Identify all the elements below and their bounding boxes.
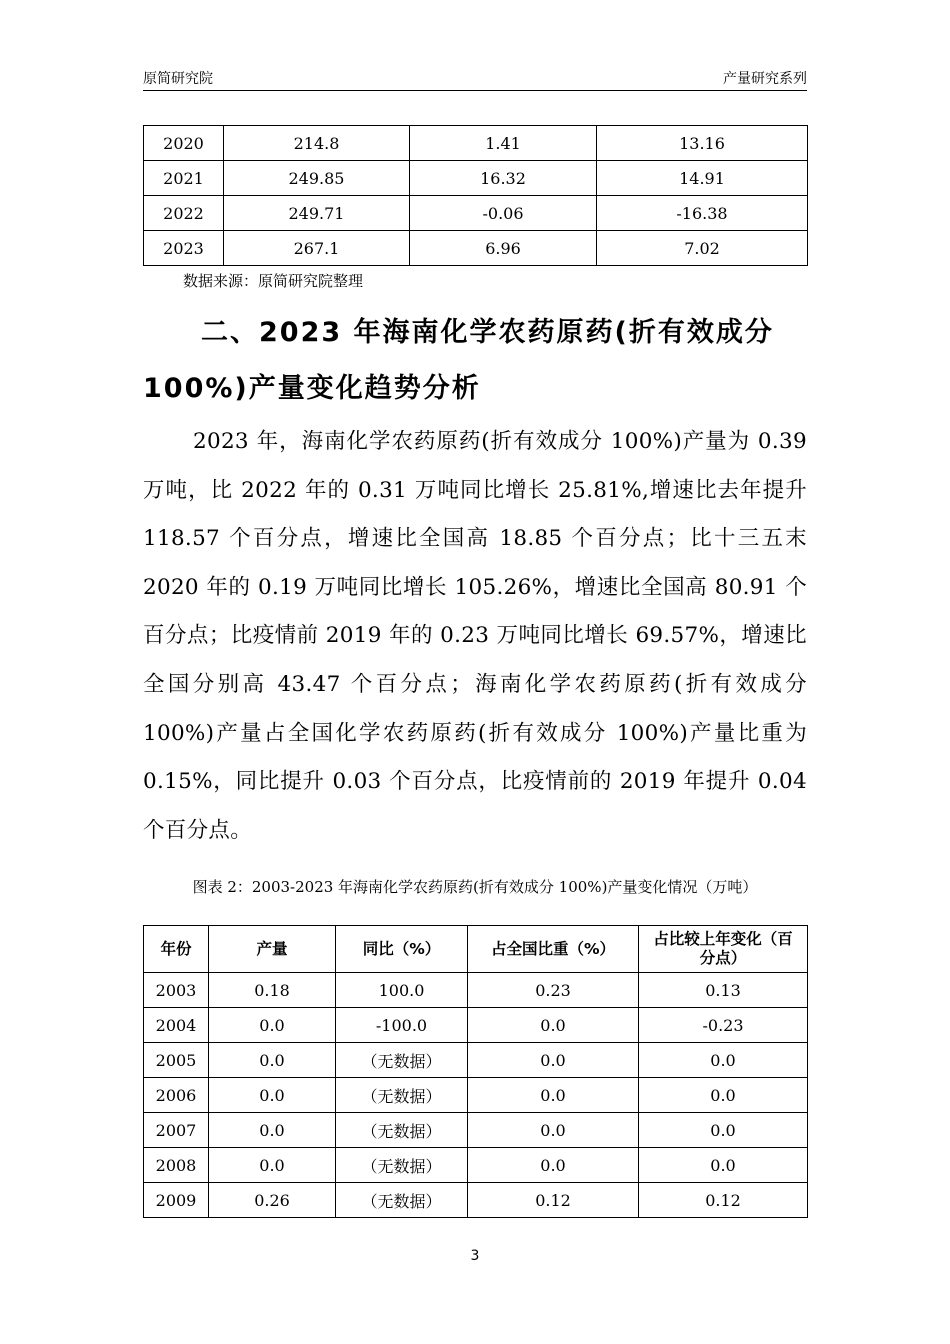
table-cell: 0.0 xyxy=(468,1148,639,1183)
page-header xyxy=(143,66,807,91)
table-cell: 2009 xyxy=(144,1183,209,1218)
table-row xyxy=(144,1148,808,1183)
table-cell: 6.96 xyxy=(410,231,597,266)
table-cell: 13.16 xyxy=(597,126,808,161)
table-cell: 2005 xyxy=(144,1043,209,1078)
table-cell: 2008 xyxy=(144,1148,209,1183)
table-cell: （无数据） xyxy=(336,1113,468,1148)
header-series-name: 产量研究系列 xyxy=(723,71,807,87)
column-header: 产量 xyxy=(209,926,336,973)
table-cell: 14.91 xyxy=(597,161,808,196)
table-cell: 249.85 xyxy=(224,161,410,196)
table-cell: 0.0 xyxy=(209,1043,336,1078)
page-number: 3 xyxy=(470,1248,480,1264)
analysis-paragraph: 2023 年，海南化学农药原药(折有效成分 100%)产量为 0.39 万吨，比 2022 年的 0.31 万吨同比增长 25.81%,增速比去年提升 118.57 个百分点，增速比全国高 18.85 个百分点；比十三五末 2020 年的 0.19 万吨同比增长 105.26%，增速比全国高 80.91 个百分点；比疫情前 2019 年的 0.23 万吨同比增长 69.57%，增速比全国分别高 43.47 个百分点；海南化学农药原药(折有效成分 100%)产量占全国化学农药原药(折有效成分 100%)产量比重为 0.15%，同比提升 0.03 个百分点，比疫情前的 2019 年提升 0.04 个百分点。 xyxy=(143,429,807,843)
table-cell: 0.0 xyxy=(639,1113,808,1148)
table-cell: -0.23 xyxy=(639,1008,808,1043)
table-row xyxy=(144,1113,808,1148)
table-cell: 249.71 xyxy=(224,196,410,231)
table-row xyxy=(144,161,808,196)
table-cell: 0.0 xyxy=(209,1148,336,1183)
table-cell: 2021 xyxy=(144,161,224,196)
table-cell: （无数据） xyxy=(336,1148,468,1183)
table-cell: -0.06 xyxy=(410,196,597,231)
table-row xyxy=(144,126,808,161)
table-cell: 2004 xyxy=(144,1008,209,1043)
table-cell: 0.0 xyxy=(209,1113,336,1148)
data-source-note: 数据来源：原简研究院整理 xyxy=(183,272,364,290)
table-cell: 214.8 xyxy=(224,126,410,161)
column-header: 占比较上年变化（百分点） xyxy=(639,926,808,973)
section-heading: 二、2023 年海南化学农药原药(折有效成分 100%)产量变化趋势分析 xyxy=(143,317,774,404)
column-header: 年份 xyxy=(144,926,209,973)
table-cell: 0.0 xyxy=(468,1113,639,1148)
table-cell: 0.0 xyxy=(468,1078,639,1113)
table-cell: 0.0 xyxy=(468,1043,639,1078)
table-cell: 0.26 xyxy=(209,1183,336,1218)
table-cell: 2003 xyxy=(144,973,209,1008)
data-table-continued xyxy=(143,125,808,266)
table-cell: 0.0 xyxy=(639,1043,808,1078)
table-cell: 2020 xyxy=(144,126,224,161)
table-cell: -100.0 xyxy=(336,1008,468,1043)
table-row xyxy=(144,1183,808,1218)
table-cell: 0.12 xyxy=(639,1183,808,1218)
table-caption: 图表 2：2003-2023 年海南化学农药原药(折有效成分 100%)产量变化情况（万吨） xyxy=(192,878,758,896)
table-cell: 0.0 xyxy=(639,1148,808,1183)
table-cell: 1.41 xyxy=(410,126,597,161)
table-cell: 2006 xyxy=(144,1078,209,1113)
table-cell: 0.0 xyxy=(468,1008,639,1043)
table-row xyxy=(144,1043,808,1078)
table-header-row xyxy=(144,926,808,973)
table-row xyxy=(144,196,808,231)
table-cell: 2007 xyxy=(144,1113,209,1148)
table-row xyxy=(144,1078,808,1113)
table-cell: （无数据） xyxy=(336,1183,468,1218)
table-cell: （无数据） xyxy=(336,1043,468,1078)
table-cell: 100.0 xyxy=(336,973,468,1008)
table-cell: 16.32 xyxy=(410,161,597,196)
table-row xyxy=(144,231,808,266)
column-header: 同比（%） xyxy=(336,926,468,973)
table-cell: （无数据） xyxy=(336,1078,468,1113)
table-cell: 0.12 xyxy=(468,1183,639,1218)
table-cell: 267.1 xyxy=(224,231,410,266)
table-cell: 0.0 xyxy=(209,1008,336,1043)
table-row xyxy=(144,973,808,1008)
table-cell: -16.38 xyxy=(597,196,808,231)
column-header: 占全国比重（%） xyxy=(468,926,639,973)
production-table xyxy=(143,925,808,1218)
table-cell: 0.23 xyxy=(468,973,639,1008)
table-cell: 0.18 xyxy=(209,973,336,1008)
table-row xyxy=(144,1008,808,1043)
table-cell: 0.0 xyxy=(639,1078,808,1113)
table-cell: 2023 xyxy=(144,231,224,266)
table-cell: 2022 xyxy=(144,196,224,231)
table-cell: 7.02 xyxy=(597,231,808,266)
table-cell: 0.13 xyxy=(639,973,808,1008)
table-cell: 0.0 xyxy=(209,1078,336,1113)
header-org-name: 原简研究院 xyxy=(143,71,213,87)
